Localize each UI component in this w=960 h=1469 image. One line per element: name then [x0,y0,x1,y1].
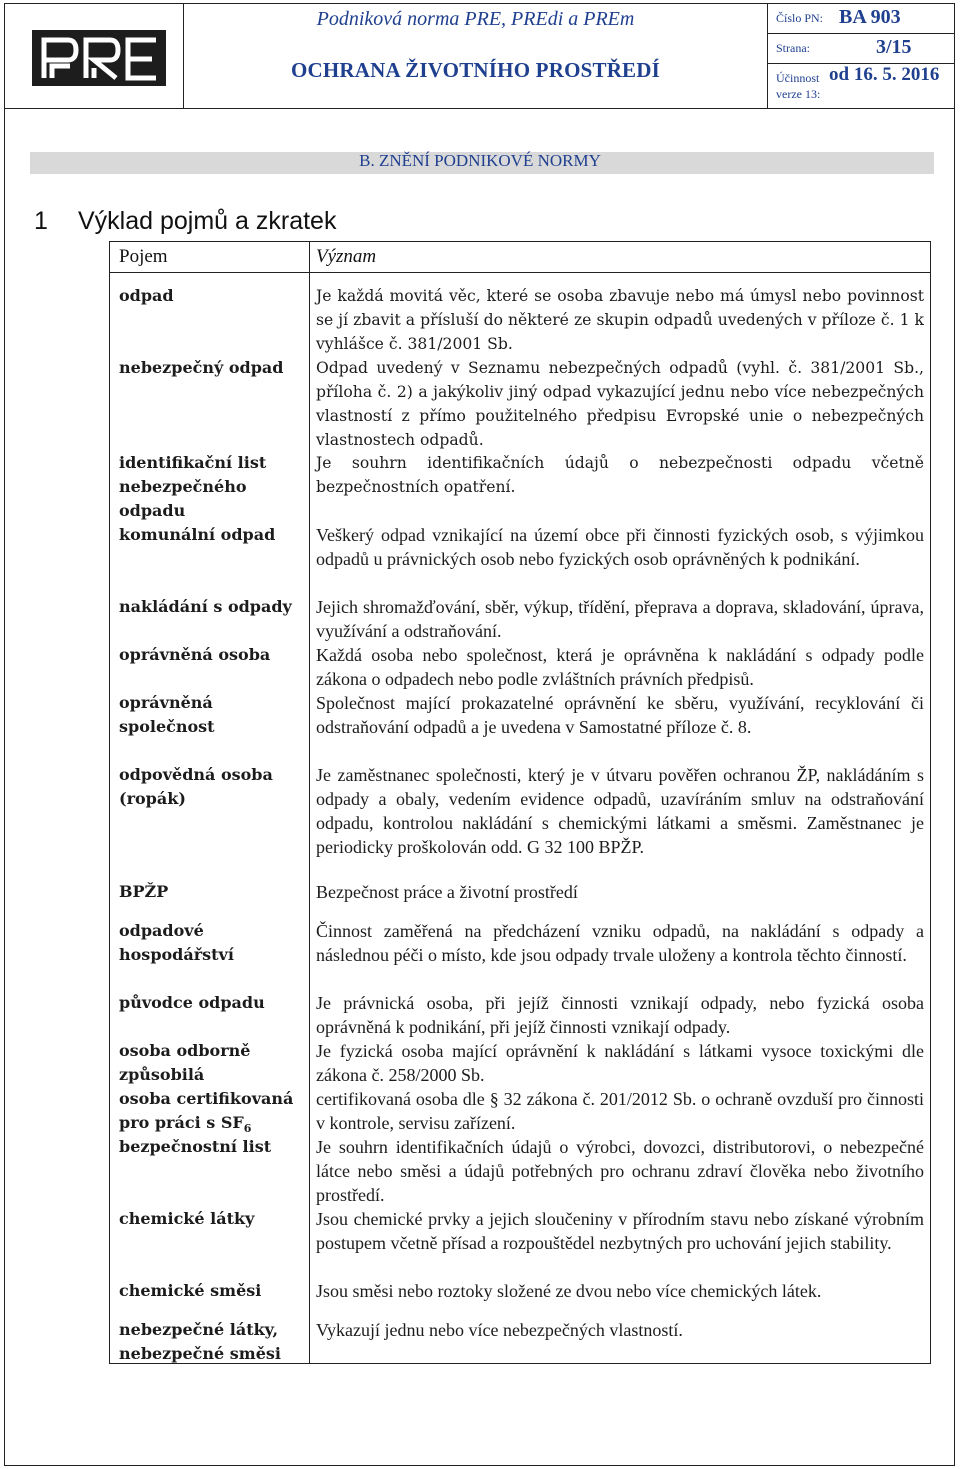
term-cell: odpovědná osoba (ropák) [119,765,273,808]
meaning-cell: Je fyzická osoba mající oprávnění k nakládání s látkami vysoce toxickými dle zákona č. 258/2000 Sb. [316,1041,924,1085]
heading-number: 1 [34,207,48,235]
term-cell: odpadové hospodářství [119,921,234,964]
term-cell: oprávněná společnost [119,693,215,736]
meaning-cell: Je souhrn identifikačních údajů o nebezpečnosti odpadu včetně bezpečnostních opatření. [316,454,924,496]
column-header-term: Pojem [119,246,168,267]
term-cell: původce odpadu [119,993,265,1012]
page-number-value: 3/15 [876,36,912,58]
term-text: osoba certifikovaná pro práci s SF [119,1089,294,1132]
term-cell: nebezpečné látky, nebezpečné směsi [119,1320,281,1363]
meaning-cell: Společnost mající prokazatelné oprávnění ke sběru, využívání, recyklování či odstraňování odpadů a je uvedena v Samostatné příloze č. 8. [316,693,924,737]
header-divider [109,272,931,273]
effective-date-value: od 16. 5. 2016 [829,64,940,85]
doc-number-value: BA 903 [839,6,901,28]
meaning-cell: Je každá movitá věc, které se osoba zbavuje nebo má úmysl nebo povinnost se jí zbavit a přísluší do některé ze skupin odpadů uvedených v příloze č. 1 k vyhlášce č. 381/2001 Sb. [316,287,924,353]
version-row [776,85,951,103]
meaning-cell: Jejich shromažďování, sběr, výkup, třídění, přeprava a doprava, skladování, úprava, využívání a odstraňování. [316,597,924,641]
meaning-cell: certifikovaná osoba dle § 32 zákona č. 201/2012 Sb. o ochraně ovzduší pro činnosti v kontrole, servisu zařízení. [316,1089,924,1133]
term-cell [119,1087,304,1141]
effective-label: Účinnost [776,71,820,85]
page-number-row [776,36,951,58]
term-cell: chemické látky [119,1209,255,1228]
meaning-cell: Jsou směsi nebo roztoky složené ze dvou nebo více chemických látek. [316,1281,822,1301]
norm-title: Podniková norma PRE, PREdi a PREm [316,8,635,30]
term-cell: osoba odborně způsobilá [119,1041,251,1084]
version-label: verze 13: [776,87,821,101]
column-divider [309,241,310,1364]
meaning-cell: Vykazují jednu nebo více nebezpečných vlastností. [316,1320,683,1340]
term-cell: komunální odpad [119,525,276,544]
meaning-cell: Je právnická osoba, při jejíž činnosti vznikají odpady, nebo fyzická osoba oprávněná k podnikání, při jejíž činnosti vznikají odpady. [316,993,924,1037]
term-cell: BPŽP [119,882,169,901]
meta-cell [768,3,955,109]
term-cell: identifikační list nebezpečného odpadu [119,453,267,520]
term-subscript: 6 [243,1122,252,1136]
doc-number-label: Číslo PN: [776,11,824,25]
logo-cell [4,3,184,109]
meaning-cell: Každá osoba nebo společnost, která je oprávněna k nakládání s odpady podle zákona o odpadech nebo podle zvláštních právních předpisů. [316,645,924,689]
page-number-label: Strana: [776,41,810,55]
doc-number-row [776,6,951,28]
term-cell: oprávněná osoba [119,645,271,664]
column-header-meaning: Význam [316,246,377,267]
pre-logo [32,30,166,86]
meta-divider [768,33,955,34]
meaning-cell: Odpad uvedený v Seznamu nebezpečných odpadů (vyhl. č. 381/2001 Sb., příloha č. 2) a jakýkoliv jiný odpad vykazující jednu nebo více nebezpečných vlastností z přímo použitelného předpisu Evropské unie o nebezpečných vlastnostech odpadů. [316,359,924,449]
term-cell: chemické směsi [119,1281,262,1300]
title-cell [184,3,768,109]
document-title: OCHRANA ŽIVOTNÍHO PROSTŘEDÍ [290,58,661,82]
heading-text: Výklad pojmů a zkratek [78,207,337,235]
section-heading [34,207,336,236]
meaning-cell: Je zaměstnanec společnosti, který je v útvaru pověřen ochranou ŽP, nakládáním s odpady a obaly, vedením evidence odpadů, uzavíráním smluv na odstraňování odpadu, kontrolou nakládání s chemickými látkami a směsmi. Zaměstnanec je periodicky proškolován odd. G 32 100 BPŽP. [316,765,924,857]
term-cell: odpad [119,286,174,305]
term-cell: nakládání s odpady [119,597,292,616]
term-cell: nebezpečný odpad [119,358,284,377]
meaning-cell: Jsou chemické prvky a jejich sloučeniny v přírodním stavu nebo získané výrobním postupem včetně přísad a rozpouštědel nezbytných pro uchování jejich stability. [316,1209,924,1253]
meaning-cell: Veškerý odpad vznikající na území obce při činnosti fyzických osob, s výjimkou odpadů u právnických osob nebo fyzických osob oprávněných k podnikání. [316,525,924,569]
term-cell: bezpečnostní list [119,1137,272,1156]
meaning-cell: Je souhrn identifikačních údajů o výrobci, dovozci, distributorovi, o nebezpečné látce nebo směsi a údajů potřebných pro ochranu zdraví člověka nebo životního prostředí. [316,1137,924,1205]
meaning-cell: Bezpečnost práce a životní prostředí [316,882,578,902]
section-band-title: B. ZNĚNÍ PODNIKOVÉ NORMY [359,151,601,170]
document-header [4,3,955,109]
meaning-cell: Činnost zaměřená na předcházení vzniku odpadů, na nakládání s odpady a následnou péči o místo, kde jsou odpady trvale uloženy a kontrola těchto činností. [316,921,924,965]
